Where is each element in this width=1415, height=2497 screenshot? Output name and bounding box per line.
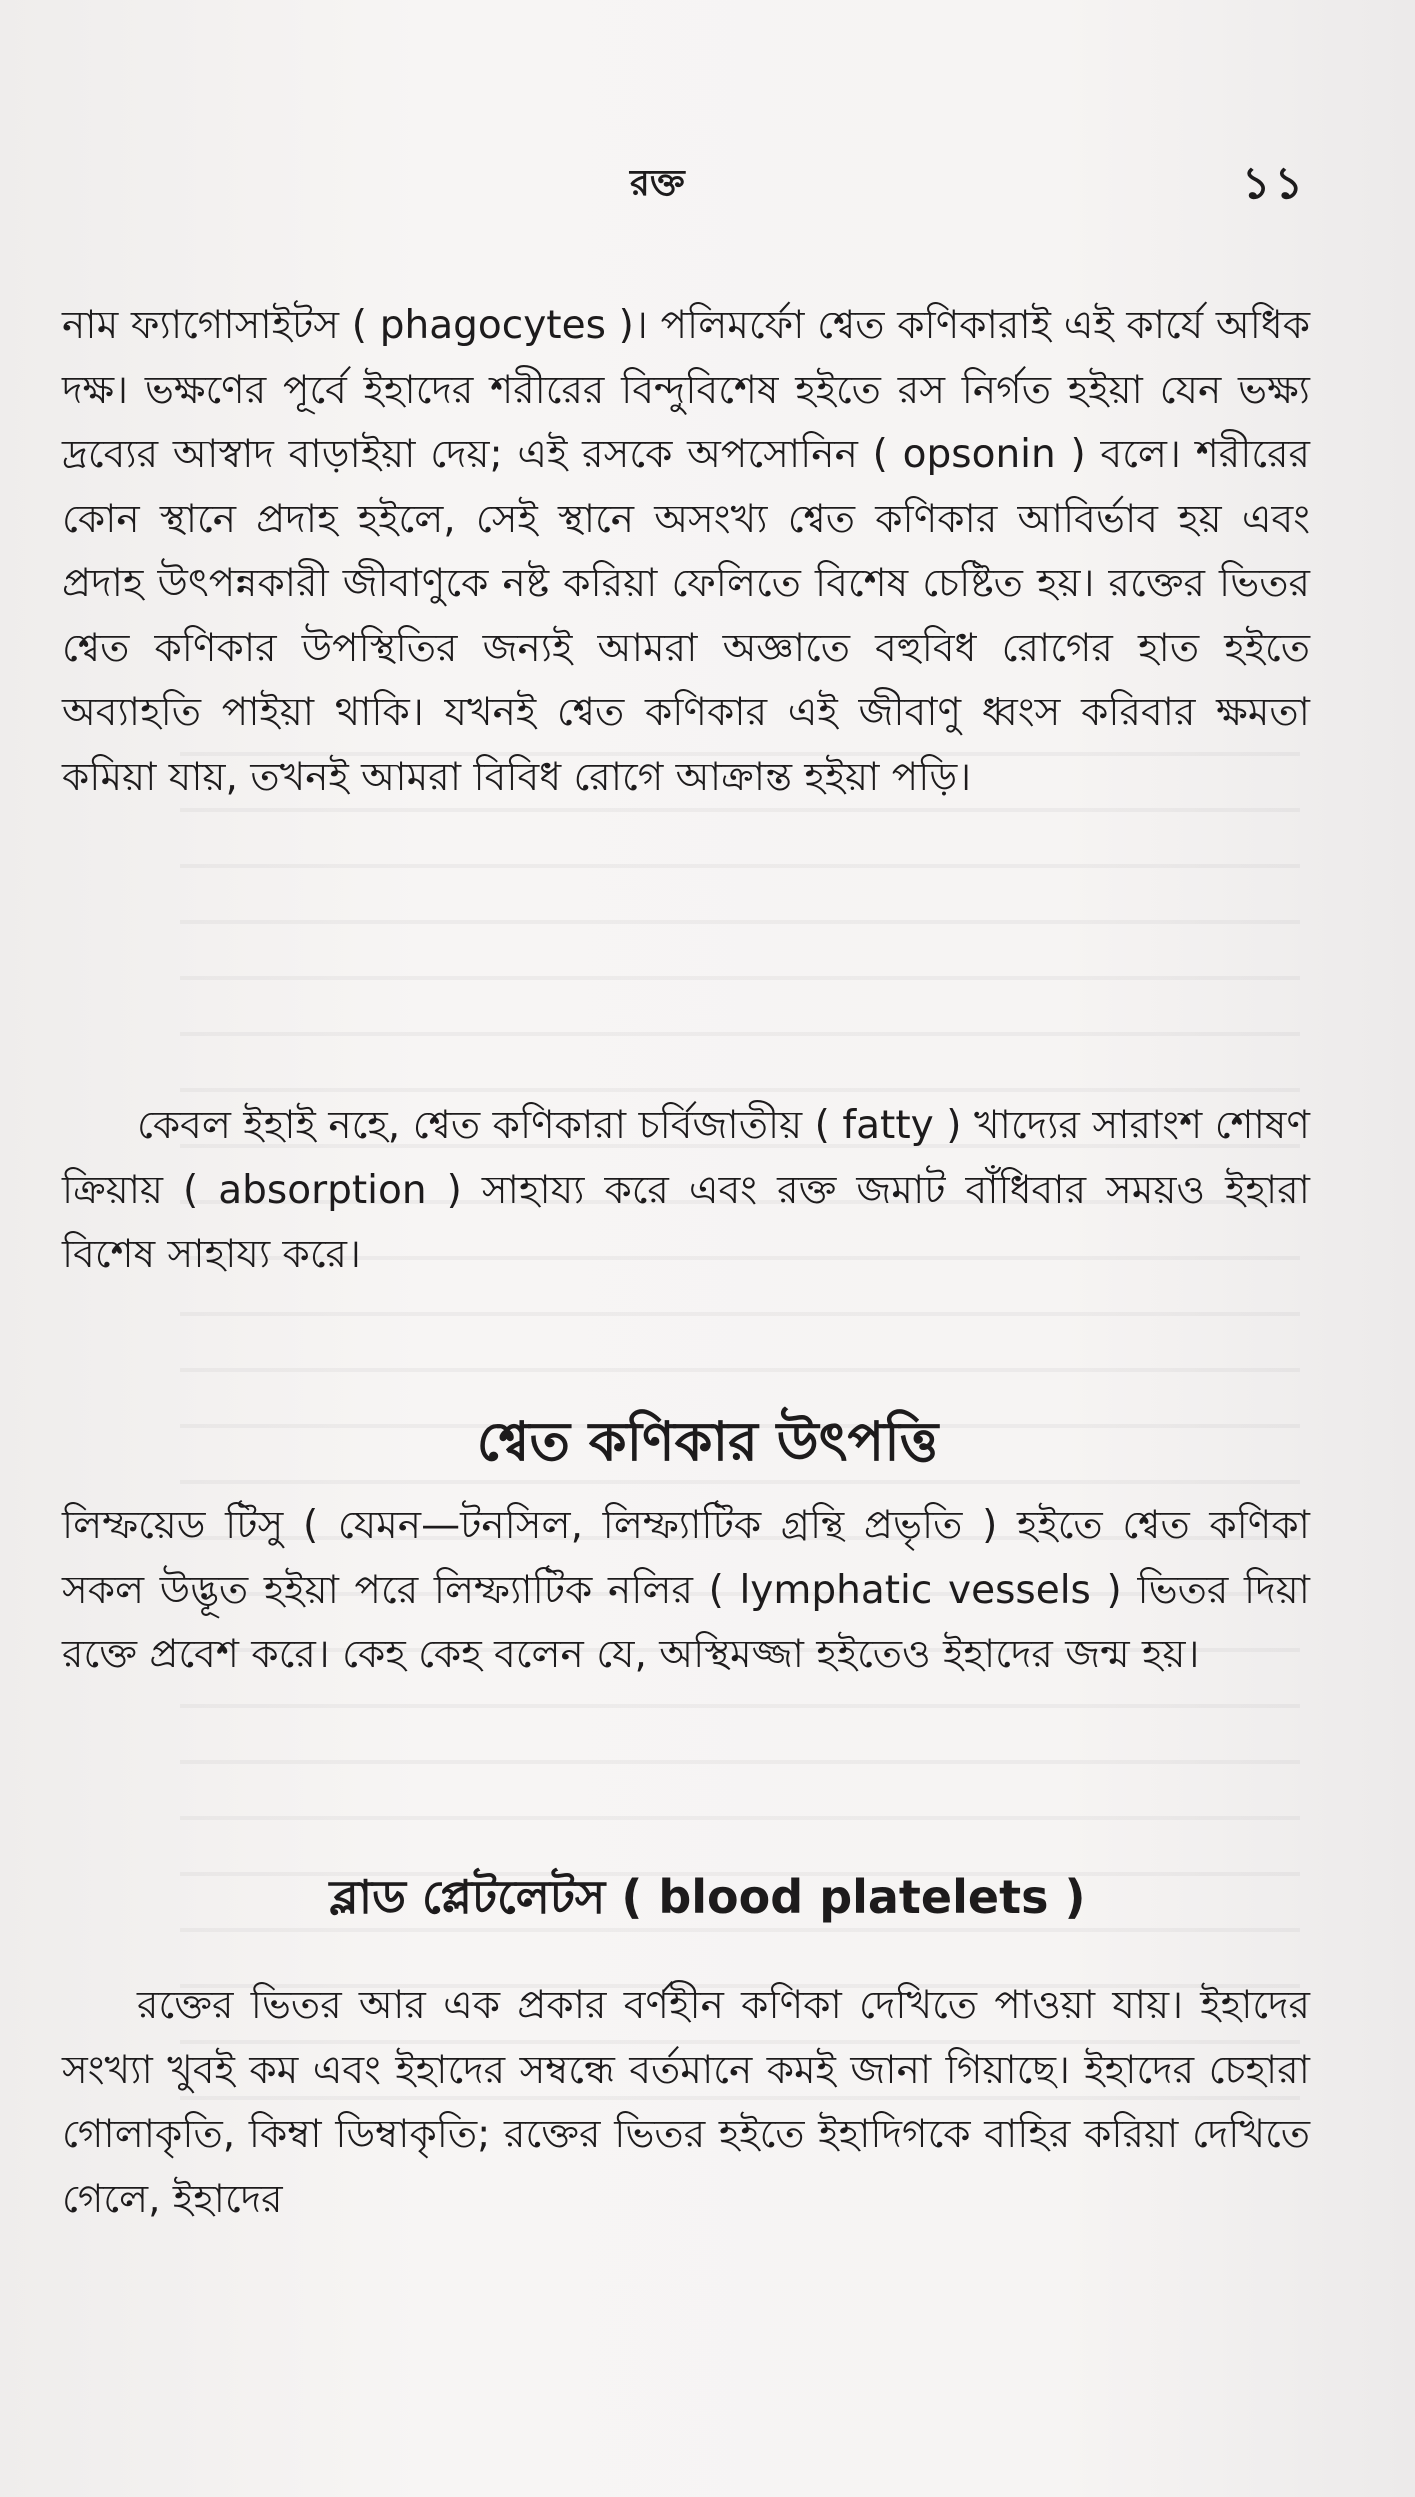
section-heading-origin: শ্বেত কণিকার উৎপত্তি: [476, 1409, 939, 1473]
paragraph-lymphoid-origin: লিম্ফয়েড টিসু ( যেমন—টনসিল, লিম্ফ্যাটিক গ্রন্থি প্রভৃতি ) হইতে শ্বেত কণিকা সকল উদ্ভূত হইয়া পরে লিম্ফ্যাটিক নলির ( lymphatic vessels ) ভিতর দিয়া রক্তে প্রবেশ করে। কেহ কেহ বলেন যে, অস্থিমজ্জা হইতেও ইহাদের জন্ম হয়।: [62, 1503, 1310, 1677]
paragraph-platelets: রক্তের ভিতর আর এক প্রকার বর্ণহীন কণিকা দেখিতে পাওয়া যায়। ইহাদের সংখ্যা খুবই কম এবং ইহাদের সম্বন্ধে বর্তমানে কমই জানা গিয়াছে। ইহাদের চেহারা গোলাকৃতি, কিম্বা ডিম্বাকৃতি; রক্তের ভিতর হইতে ইহাদিগকে বাহির করিয়া দেখিতে গেলে, ইহাদের: [62, 1983, 1310, 2222]
section-heading-platelets: ব্লাড প্লেটলেটস ( blood platelets ): [329, 1870, 1086, 1925]
paragraph-phagocytes: নাম ফ্যাগোসাইটস ( phagocytes )। পলিমর্ফো শ্বেত কণিকারাই এই কার্যে অধিক দক্ষ। ভক্ষণের পূর্বে ইহাদের শরীরের বিন্দুবিশেষ হইতে রস নির্গত হইয়া যেন ভক্ষ্য দ্রব্যের আস্বাদ বাড়াইয়া দেয়; এই রসকে অপসোনিন ( opsonin ) বলে। শরীরের কোন স্থানে প্রদাহ হইলে, সেই স্থানে অসংখ্য শ্বেত কণিকার আবির্ভাব হয় এবং প্রদাহ উৎপন্নকারী জীবাণুকে নষ্ট করিয়া ফেলিতে বিশেষ চেষ্টিত হয়। রক্তের ভিতর শ্বেত কণিকার উপস্থিতির জন্যই আমরা অজ্ঞাতে বহুবিধ রোগের হাত হইতে অব্যাহতি পাইয়া থাকি। যখনই শ্বেত কণিকার এই জীবাণু ধ্বংস করিবার ক্ষমতা কমিয়া যায়, তখনই আমরা বিবিধ রোগে আক্রান্ত হইয়া পড়ি।: [62, 303, 1310, 800]
running-title: রক্ত: [630, 163, 685, 204]
page-number: ১১: [1241, 158, 1307, 209]
paragraph-fatty-absorption: কেবল ইহাই নহে, শ্বেত কণিকারা চর্বিজাতীয় ( fatty ) খাদ্যের সারাংশ শোষণ ক্রিয়ায় ( absorption ) সাহায্য করে এবং রক্ত জমাট বাঁধিবার সময়ও ইহারা বিশেষ সাহায্য করে।: [62, 1103, 1310, 1277]
running-header: [0, 150, 1415, 220]
